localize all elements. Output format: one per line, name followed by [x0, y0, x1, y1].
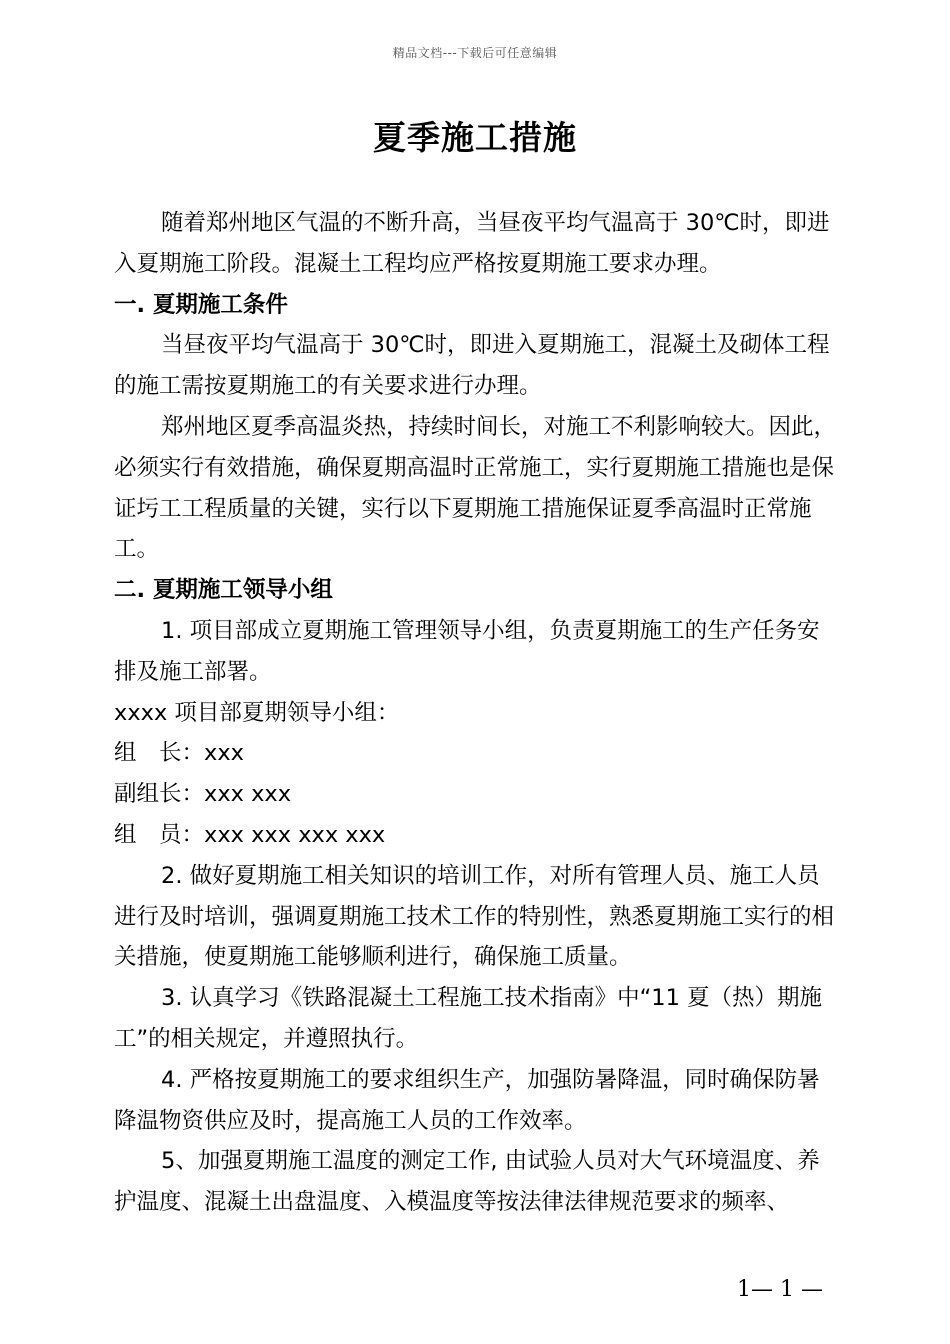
section2-item-1: 1. 项目部成立夏期施工管理领导小组，负责夏期施工的生产任务安排及施工部署。 — [114, 617, 820, 685]
document-body — [114, 203, 840, 1223]
section-heading-1: 一. 夏期施工条件 — [114, 291, 288, 318]
group-title: xxxx 项目部夏期领导小组： — [114, 699, 400, 726]
page-header: 精品文档---下载后可任意编辑 — [392, 46, 558, 60]
group-members: 组 员：xxx xxx xxx xxx — [114, 821, 386, 848]
section2-item-2: 2. 做好夏期施工相关知识的培训工作，对所有管理人员、施工人员进行及时培训，强调夏期施工技术工作的特别性，熟悉夏期施工实行的相关措施，使夏期施工能够顺利进行，确保施工质量。 — [114, 862, 835, 971]
section1-paragraph-1: 当昼夜平均气温高于 30℃时，即进入夏期施工，混凝土及砌体工程的施工需按夏期施工的有关要求进行办理。 — [114, 332, 830, 400]
page-number: 1— 1 — — [737, 1277, 823, 1302]
section1-paragraph-2: 郑州地区夏季高温炎热，持续时间长，对施工不利影响较大。因此，必须实行有效措施，确保夏期高温时正常施工，实行夏期施工措施也是保证圬工工程质量的关键，实行以下夏期施工措施保证夏季高温时正常施工。 — [114, 413, 837, 563]
group-leader: 组 长：xxx — [114, 740, 244, 767]
group-deputy: 副组长：xxx xxx — [114, 781, 292, 808]
section2-item-4: 4. 严格按夏期施工的要求组织生产，加强防暑降温，同时确保防暑降温物资供应及时，提高施工人员的工作效率。 — [114, 1066, 820, 1134]
section2-item-3: 3. 认真学习《铁路混凝土工程施工技术指南》中“11 夏（热）期施工”的相关规定，并遵照执行。 — [114, 985, 823, 1052]
section2-item-5: 5、加强夏期施工温度的测定工作, 由试验人员对大气环境温度、养护温度、混凝土出盘温度、入模温度等按法律法律规范要求的频率、 — [114, 1148, 820, 1216]
intro-paragraph: 随着郑州地区气温的不断升高，当昼夜平均气温高于 30℃时，即进入夏期施工阶段。混凝土工程均应严格按夏期施工要求办理。 — [114, 210, 830, 277]
section-heading-2: 二. 夏期施工领导小组 — [114, 577, 333, 604]
document-title: 夏季施工措施 — [373, 118, 577, 157]
